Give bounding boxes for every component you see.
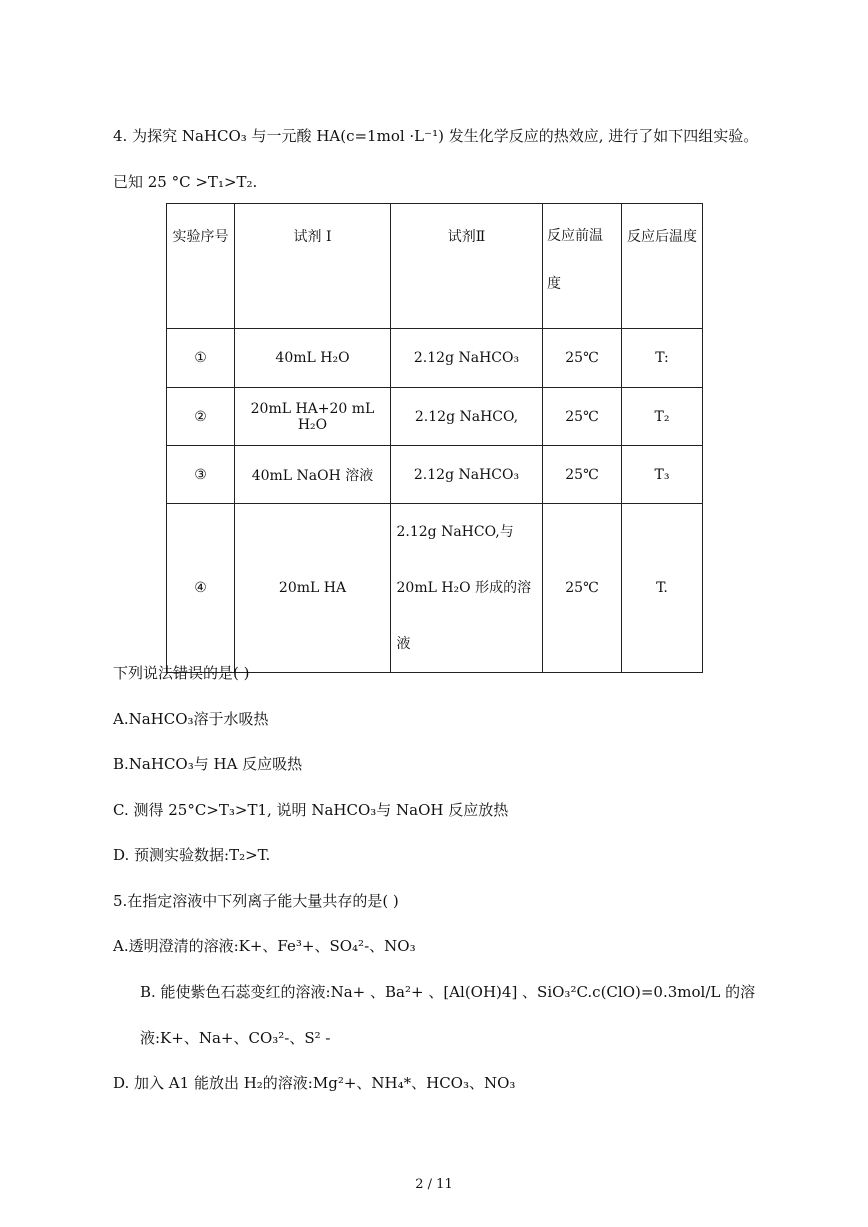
temp-after-cell: T. [622, 504, 703, 673]
reagent-1-cell: 20mL HA+20 mL H₂O [235, 388, 391, 446]
q5-option-a: A.透明澄清的溶液:K+、Fe³+、SO₄²-、NO₃ [113, 937, 416, 955]
question-5-stem: 5.在指定溶液中下列离子能大量共存的是( ) [113, 892, 399, 910]
temp-after-cell: T₃ [622, 446, 703, 504]
reagent-2-line3: 液 [396, 636, 411, 652]
known-condition: 已知 25 °C >T₁>T₂. [113, 173, 258, 191]
experiment-table [166, 203, 703, 673]
reagent-2-multiline [397, 504, 537, 672]
q4-option-b: B.NaHCO₃与 HA 反应吸热 [113, 755, 303, 773]
row-id: ① [167, 329, 235, 388]
table-row [167, 446, 703, 504]
header-reagent-2: 试剂Ⅱ [391, 204, 543, 329]
row-id: ③ [167, 446, 235, 504]
reagent-2-cell: 2.12g NaHCO₃ [391, 329, 543, 388]
header-experiment-number: 实验序号 [167, 204, 235, 329]
page-number: 2 / 11 [415, 1177, 453, 1192]
q5-option-d: D. 加入 A1 能放出 H₂的溶液:Mg²+、NH₄*、HCO₃、NO₃ [113, 1074, 516, 1092]
temp-after-cell: T: [622, 329, 703, 388]
reagent-2-cell: 2.12g NaHCO₃ [391, 446, 543, 504]
table-header-row [167, 204, 703, 329]
reagent-1-cell: 40mL NaOH 溶液 [235, 446, 391, 504]
header-temp-before [543, 204, 622, 329]
question-4-stem: 4. 为探究 NaHCO₃ 与一元酸 HA(c=1mol ·L⁻¹) 发生化学反应的热效应, 进行了如下四组实验。 [113, 127, 759, 145]
reagent-2-cell [391, 504, 543, 673]
reagent-1-cell: 20mL HA [235, 504, 391, 673]
q4-option-a: A.NaHCO₃溶于水吸热 [113, 710, 269, 728]
header-temp-after: 反应后温度 [622, 204, 703, 329]
reagent-2-line1: 2.12g NaHCO,与 [396, 524, 514, 540]
q4-option-d: D. 预测实验数据:T₂>T. [113, 846, 271, 864]
question-prompt: 下列说法错误的是( ) [113, 664, 250, 682]
reagent-2-cell: 2.12g NaHCO, [391, 388, 543, 446]
q4-option-c: C. 测得 25°C>T₃>T1, 说明 NaHCO₃与 NaOH 反应放热 [113, 801, 509, 819]
temp-before-cell: 25℃ [543, 504, 622, 673]
temp-before-cell: 25℃ [543, 388, 622, 446]
table-row [167, 388, 703, 446]
header-temp-before-line1: 反应前温 [547, 228, 603, 244]
header-temp-before-line2: 度 [547, 276, 561, 292]
table-row [167, 504, 703, 673]
row-id: ② [167, 388, 235, 446]
q5-option-b-line1: B. 能使紫色石蕊变红的溶液:Na+ 、Ba²+ 、[Al(OH)4] 、SiO₃²C.c(ClO)=0.3mol/L 的溶 [140, 983, 756, 1001]
reagent-1-cell: 40mL H₂O [235, 329, 391, 388]
temp-before-cell: 25℃ [543, 329, 622, 388]
temp-after-cell: T₂ [622, 388, 703, 446]
header-reagent-1: 试剂 I [235, 204, 391, 329]
q5-option-b-line2: 液:K+、Na+、CO₃²-、S² - [140, 1029, 331, 1047]
temp-before-cell: 25℃ [543, 446, 622, 504]
table-row [167, 329, 703, 388]
reagent-2-line2: 20mL H₂O 形成的溶 [396, 580, 532, 596]
row-id: ④ [167, 504, 235, 673]
